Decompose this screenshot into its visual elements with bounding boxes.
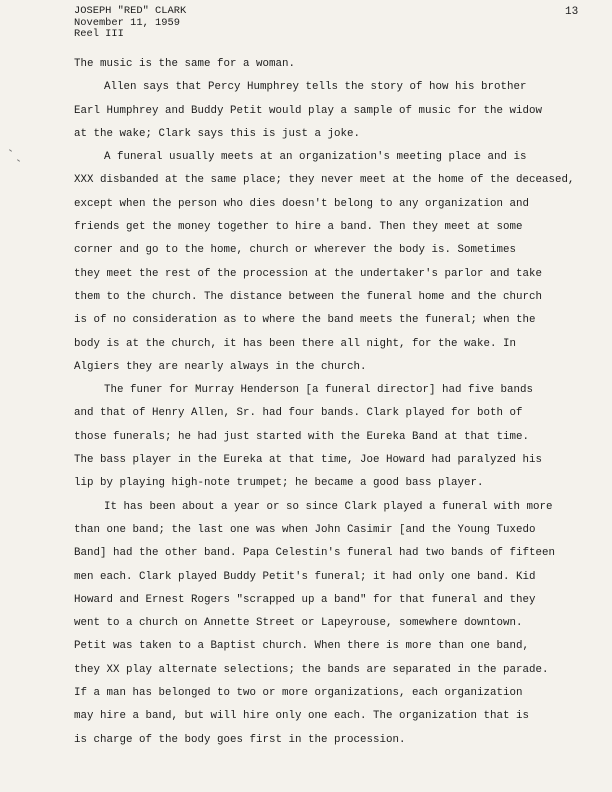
transcript-line: Allen says that Percy Humphrey tells the story of how his brother (104, 81, 527, 94)
reel-label: Reel III (74, 28, 124, 41)
transcript-line: Algiers they are nearly always in the church. (74, 360, 367, 373)
transcript-body (74, 53, 602, 752)
scan-speck (9, 149, 12, 152)
transcript-line: they meet the rest of the procession at the undertaker's parlor and take (74, 267, 542, 280)
transcript-line: It has been about a year or so since Clark played a funeral with more (104, 500, 553, 513)
page-number: 13 (565, 6, 579, 18)
transcript-line: and that of Henry Allen, Sr. had four bands. Clark played for both of (74, 407, 523, 420)
scan-speck (17, 159, 20, 162)
interviewee-name: JOSEPH "RED" CLARK (74, 5, 187, 17)
transcript-line: body is at the church, it has been there all night, for the wake. In (74, 337, 516, 350)
transcript-line: men each. Clark played Buddy Petit's funeral; it had only one band. Kid (74, 570, 536, 583)
transcript-line: at the wake; Clark says this is just a joke. (74, 127, 360, 140)
transcript-line: is charge of the body goes first in the procession. (74, 733, 406, 746)
transcript-line: went to a church on Annette Street or Lapeyrouse, somewhere downtown. (74, 617, 523, 630)
transcript-line: those funerals; he had just started with the Eureka Band at that time. (74, 430, 529, 443)
transcript-line: they XX play alternate selections; the bands are separated in the parade. (74, 663, 549, 676)
transcript-line: is of no consideration as to where the band meets the funeral; when the (74, 314, 536, 327)
transcript-line: If a man has belonged to two or more organizations, each organization (74, 687, 523, 700)
transcript-line: lip by playing high-note trumpet; he became a good bass player. (74, 477, 484, 490)
document-header (74, 6, 186, 41)
transcript-line: Howard and Ernest Rogers "scrapped up a band" for that funeral and they (74, 593, 536, 606)
interview-date: November 11, 1959 (74, 16, 181, 29)
transcript-line: corner and go to the home, church or wherever the body is. Sometimes (74, 244, 516, 257)
transcript-line: than one band; the last one was when John Casimir [and the Young Tuxedo (74, 523, 536, 536)
transcript-line: The bass player in the Eureka at that time, Joe Howard had paralyzed his (74, 454, 542, 467)
transcript-line: The music is the same for a woman. (74, 58, 295, 70)
transcript-line: Earl Humphrey and Buddy Petit would play a sample of music for the widow (74, 104, 542, 117)
transcript-line: The funer for Murray Henderson [a funeral director] had five bands (104, 384, 533, 397)
transcript-line: Petit was taken to a Baptist church. When there is more than one band, (74, 640, 529, 653)
transcript-line: except when the person who dies doesn't belong to any organization and (74, 197, 529, 210)
transcript-line: Band] had the other band. Papa Celestin's funeral had two bands of fifteen (74, 547, 555, 560)
transcript-line: may hire a band, but will hire only one each. The organization that is (74, 710, 529, 723)
transcript-line: XXX disbanded at the same place; they never meet at the home of the deceased, (74, 174, 575, 187)
transcript-line: A funeral usually meets at an organization's meeting place and is (104, 151, 527, 164)
transcript-line: them to the church. The distance between the funeral home and the church (74, 290, 542, 303)
transcript-line: friends get the money together to hire a band. Then they meet at some (74, 221, 523, 234)
